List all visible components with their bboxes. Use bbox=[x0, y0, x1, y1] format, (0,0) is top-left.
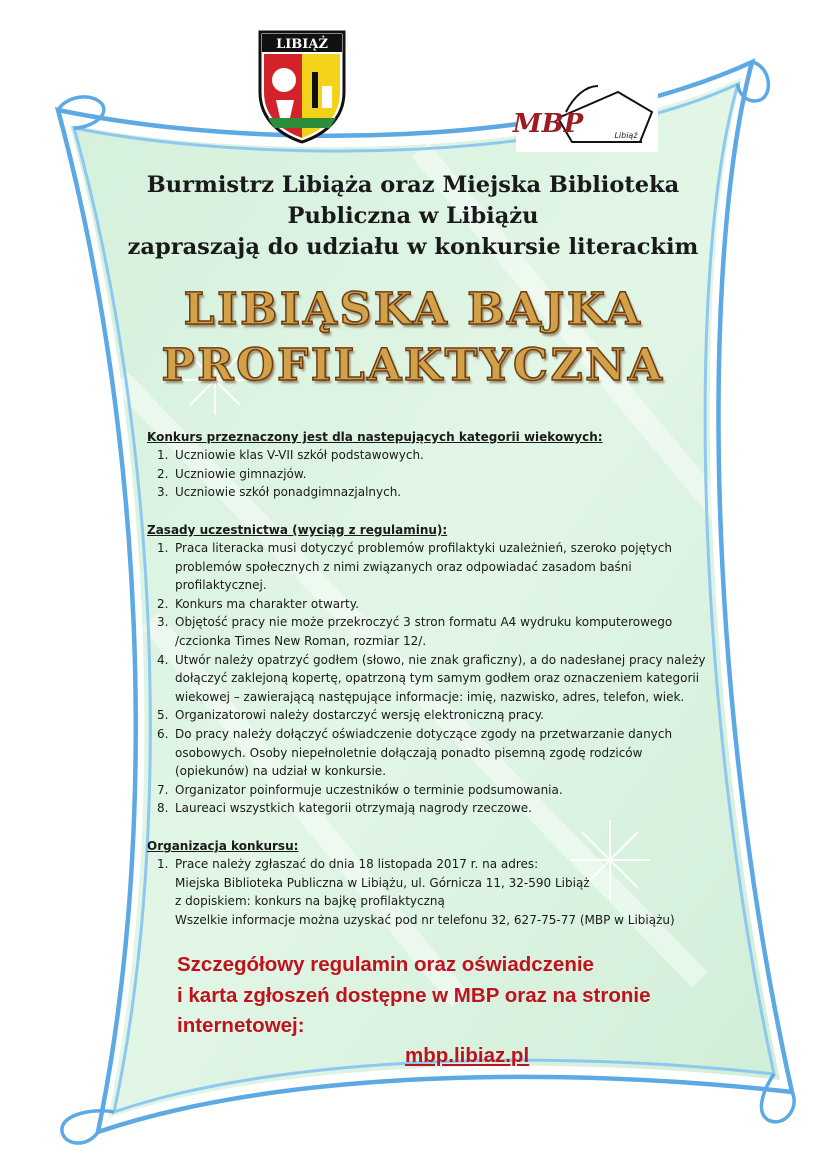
list-item bbox=[157, 483, 424, 502]
libiaz-crest-logo bbox=[260, 32, 344, 142]
organization-heading: Organizacja konkursu: bbox=[147, 839, 299, 853]
list-number: 2. bbox=[157, 466, 169, 481]
svg-text:MBP: MBP bbox=[512, 109, 584, 139]
list-item bbox=[157, 651, 705, 707]
list-item-text: Uczniowie szkół ponadgimnazjalnych. bbox=[175, 485, 402, 500]
list-number: 8. bbox=[157, 801, 169, 816]
heading-line: zapraszają do udziału w konkursie literackim bbox=[127, 234, 699, 260]
list-item-text: Miejska Biblioteka Publiczna w Libiążu, ul. Górnicza 11, 32-590 Libiąż bbox=[175, 875, 590, 890]
list-item bbox=[157, 781, 705, 800]
categories-heading: Konkurs przeznaczony jest dla nastepujących kategorii wiekowych: bbox=[147, 430, 603, 444]
list-item-text: Uczniowie gimnazjów. bbox=[175, 466, 307, 481]
list-item-text: z dopiskiem: konkurs na bajkę profilaktyczną bbox=[175, 894, 445, 909]
rules-heading: Zasady uczestnictwa (wyciąg z regulaminu): bbox=[147, 523, 448, 537]
list-item-text: Organizator poinformuje uczestników o terminie podsumowania. bbox=[175, 782, 563, 797]
list-item bbox=[157, 613, 705, 650]
svg-text:Libiąż: Libiąż bbox=[614, 131, 638, 140]
list-item-text: Do pracy należy dołączyć oświadczenie dotyczące zgody na przetwarzanie danych bbox=[175, 726, 673, 741]
list-number: 5. bbox=[157, 708, 169, 723]
footer-line: i karta zgłoszeń dostępne w MBP oraz na stronie bbox=[177, 983, 651, 1007]
footer-line: Szczegółowy regulamin oraz oświadczenie bbox=[177, 953, 594, 976]
heading-line: Publiczna w Libiążu bbox=[287, 203, 539, 229]
organization-list bbox=[157, 855, 675, 929]
list-item bbox=[157, 539, 705, 595]
list-item bbox=[157, 706, 705, 725]
list-item bbox=[157, 855, 675, 929]
list-item bbox=[157, 446, 424, 465]
list-item-text: Organizatorowi należy dostarczyć wersję elektroniczną pracy. bbox=[175, 708, 544, 723]
list-number: 1. bbox=[157, 857, 169, 871]
categories-list bbox=[157, 446, 424, 502]
list-number: 3. bbox=[157, 615, 169, 630]
list-number: 7. bbox=[157, 782, 169, 797]
list-item-text: dołączyć zaklejoną kopertę, opatrzoną tym samym godłem oraz oznaczeniem kategorii bbox=[175, 671, 700, 686]
list-number: 1. bbox=[157, 448, 169, 462]
list-item-text: Objętość pracy nie może przekroczyć 3 stron formatu A4 wydruku komputerowego bbox=[175, 615, 673, 630]
list-item bbox=[157, 595, 705, 614]
list-number: 2. bbox=[157, 596, 169, 611]
heading-line: Burmistrz Libiąża oraz Miejska Biblioteka bbox=[146, 172, 680, 198]
title-line: PROFILAKTYCZNA bbox=[161, 340, 665, 391]
list-item-text: wiekowej – zawierającą następujące informacje: imię, nazwisko, adres, telefon, wiek. bbox=[175, 689, 685, 704]
list-item-text: Konkurs ma charakter otwarty. bbox=[175, 596, 359, 611]
contest-title bbox=[60, 282, 766, 394]
list-number: 1. bbox=[157, 541, 169, 555]
list-item-text: /czcionka Times New Roman, rozmiar 12/. bbox=[175, 633, 427, 648]
list-number: 6. bbox=[157, 726, 169, 741]
list-item-text: Laureaci wszystkich kategorii otrzymają nagrody rzeczowe. bbox=[175, 801, 532, 816]
list-item-text: problemów społecznych z nimi związanych oraz odpowiadać zasadom baśni bbox=[175, 559, 632, 574]
list-number: 4. bbox=[157, 652, 169, 667]
list-item-text: Praca literacka musi dotyczyć problemów profilaktyki uzależnień, szeroko pojętych bbox=[175, 541, 672, 555]
list-item-text: Wszelkie informacje można uzyskać pod nr telefonu 32, 627-75-77 (MBP w Libiążu) bbox=[175, 912, 675, 927]
website-link[interactable]: mbp.libiaz.pl bbox=[405, 1044, 530, 1067]
list-item bbox=[157, 465, 424, 484]
mbp-library-logo bbox=[512, 74, 658, 152]
list-item-text: Uczniowie klas V-VII szkół podstawowych. bbox=[175, 448, 424, 462]
rules-list bbox=[157, 539, 705, 818]
list-number: 3. bbox=[157, 485, 169, 500]
invitation-heading bbox=[80, 170, 746, 263]
list-item-text: (opiekunów) na udział w konkursie. bbox=[175, 764, 387, 779]
title-line: LIBIĄSKA BAJKA bbox=[183, 284, 643, 335]
list-item-text: Prace należy zgłaszać do dnia 18 listopada 2017 r. na adres: bbox=[175, 857, 539, 871]
footer-line: internetowej: bbox=[177, 1014, 305, 1037]
list-item-text: osobowych. Osoby niepełnoletnie dołączają ponadto pisemną zgodę rodziców bbox=[175, 745, 643, 760]
svg-text:LIBIĄŻ: LIBIĄŻ bbox=[276, 37, 328, 52]
list-item bbox=[157, 799, 705, 818]
list-item-text: profilaktycznej. bbox=[175, 578, 267, 593]
list-item bbox=[157, 725, 705, 781]
list-item-text: Utwór należy opatrzyć godłem (słowo, nie znak graficzny), a do nadesłanej pracy należy bbox=[175, 652, 706, 667]
footer-notice bbox=[177, 950, 651, 1042]
